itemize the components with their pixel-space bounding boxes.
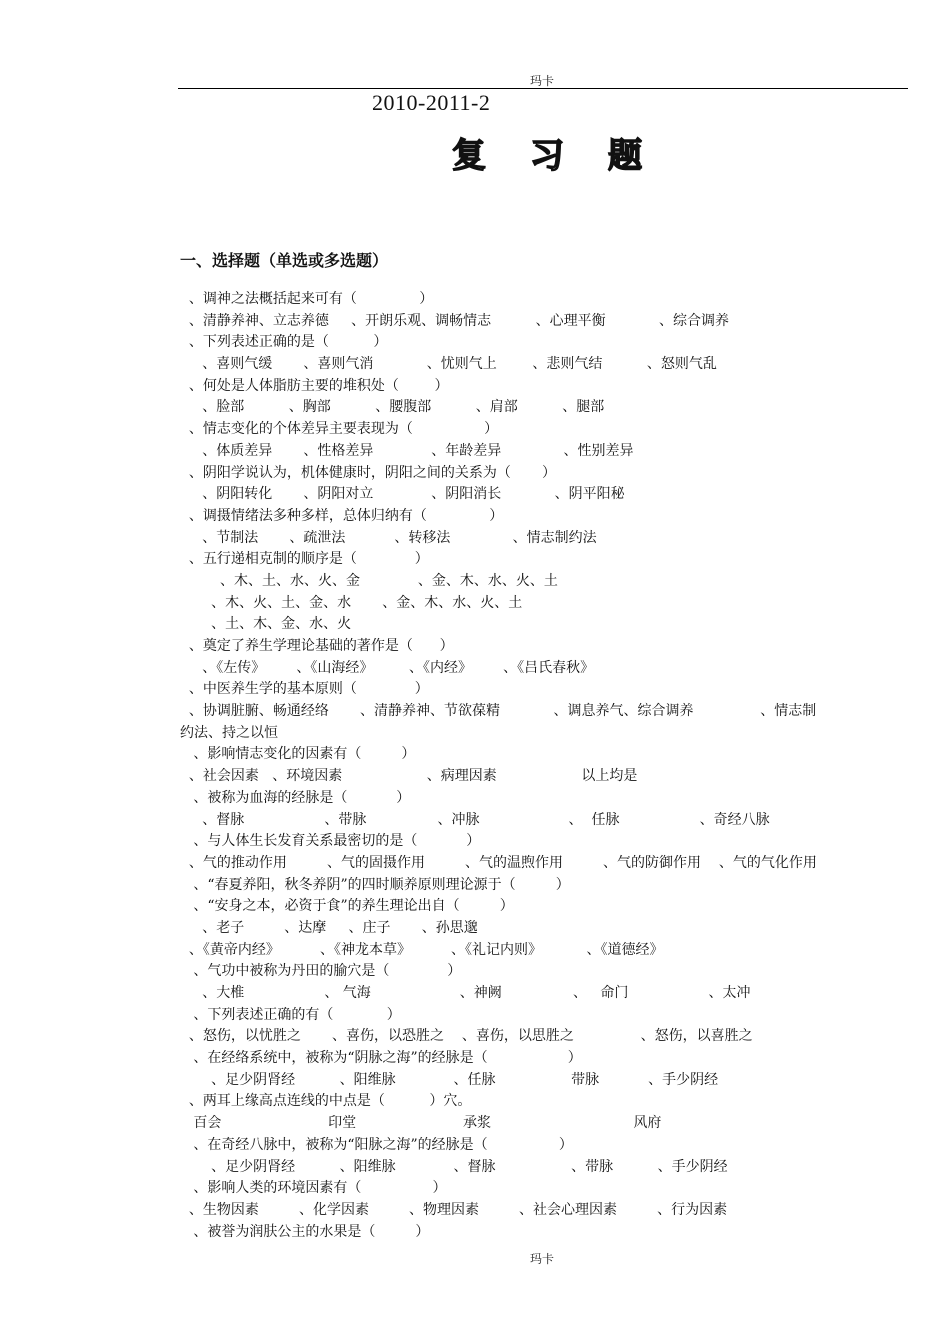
question-line: 、情志变化的个体差异主要表现为（ ） [180,421,499,438]
option-line: 、节制法 、疏泄法 、转移法 、情志制约法 [180,529,597,546]
option-line: 、喜则气缓 、喜则气消 、忧则气上 、悲则气结 、怒则气乱 [180,356,717,373]
header-rule [178,88,908,89]
question-line: 、气功中被称为丹田的腧穴是（ ） [180,963,462,980]
option-line: 、社会因素 、环境因素 、病理因素 以上均是 [180,768,638,785]
question-list [180,289,910,1243]
question-line: 、影响人类的环境因素有（ ） [180,1180,447,1197]
option-line: 、协调脏腑、畅通经络 、清静养神、节欲葆精 、调息养气、综合调养 、情志制 [180,703,817,720]
page-title: 复习题 [452,136,686,176]
question-line: 、两耳上缘高点连线的中点是（ ）穴。 [180,1093,472,1110]
option-line: 、大椎 、 气海 、神阙 、 命门 、太冲 [180,985,751,1001]
option-line: 、脸部 、胸部 、腰腹部 、肩部 、腿部 [180,399,605,416]
option-line: 、气的推动作用 、气的固摄作用 、气的温煦作用 、气的防御作用 、气的气化作用 [180,854,817,871]
question-line: 、调神之法概括起来可有（ ） [180,291,434,307]
term-year: 2010-2011-2 [372,90,491,115]
question-line: 、阴阳学说认为，机体健康时，阴阳之间的关系为（ ） [180,464,557,481]
question-line: 、被誉为润肤公主的水果是（ ） [180,1223,430,1240]
question-line: 、下列表述正确的有（ ） [180,1006,401,1023]
option-line: 、足少阴肾经 、阳维脉 、督脉 、带脉 、手少阴经 [180,1158,728,1175]
section-heading: 一、选择题（单选或多选题） [180,251,389,270]
question-line: 、中医养生学的基本原则（ ） [180,681,429,698]
question-line: 、何处是人体脂肪主要的堆积处（ ） [180,377,449,394]
option-line: 、木、土、水、火、金 、金、木、水、火、土 [180,572,558,589]
option-line: 、《左传》 、《山海经》 、《内经》 、《吕氏春秋》 [180,659,595,676]
option-line: 、阴阳转化 、阴阳对立 、阴阳消长 、阴平阳秘 [180,486,625,503]
question-line: 、“春夏养阳，秋冬养阴”的四时顺养原则理论源于（ ） [180,876,570,893]
question-line: 、与人体生长发育关系最密切的是（ ） [180,833,481,850]
option-line: 、老子 、达摩 、庄子 、孙思邈 [180,919,478,936]
option-line: 百会 印堂 承浆 风府 [180,1115,662,1132]
question-line: 、调摄情绪法多种多样，总体归纳有（ ） [180,507,504,524]
question-line: 、奠定了养生学理论基础的著作是（ ） [180,638,454,654]
question-line: 、在经络系统中，被称为“阴脉之海”的经脉是（ ） [180,1050,582,1067]
question-line: 、五行递相克制的顺序是（ ） [180,551,429,568]
option-line: 、土、木、金、水、火 [180,616,352,633]
option-line: 、《黄帝内经》 、《神龙本草》 、《礼记内则》 、《道德经》 [180,941,664,958]
option-line: 、生物因素 、化学因素 、物理因素 、社会心理因素 、行为因素 [180,1201,728,1218]
question-line: 、被称为血海的经脉是（ ） [180,789,411,806]
option-line: 、足少阴肾经 、阳维脉 、任脉 带脉 、手少阴经 [180,1071,719,1088]
question-line: 、影响情志变化的因素有（ ） [180,746,416,763]
option-line: 、体质差异 、性格差异 、年龄差异 、性别差异 [180,442,634,459]
page-footer: 玛卡 [530,1252,555,1266]
question-line: 、“安身之本，必资于食”的养生理论出自（ ） [180,898,514,915]
page-header: 玛卡 [530,74,555,88]
option-line: 、怒伤，以忧胜之 、喜伤，以恐胜之 、喜伤，以思胜之 、怒伤，以喜胜之 [180,1028,753,1045]
option-line: 、督脉 、带脉 、冲脉 、 任脉 、奇经八脉 [180,811,770,828]
option-line: 、清静养神、立志养德 、开朗乐观、调畅情志 、心理平衡 、综合调养 [180,312,730,329]
option-line: 约法、持之以恒 [180,724,278,741]
question-line: 、在奇经八脉中，被称为“阳脉之海”的经脉是（ ） [180,1136,573,1153]
question-line: 、下列表述正确的是（ ） [180,334,388,351]
option-line: 、木、火、土、金、水 、金、木、水、火、土 [180,594,523,611]
